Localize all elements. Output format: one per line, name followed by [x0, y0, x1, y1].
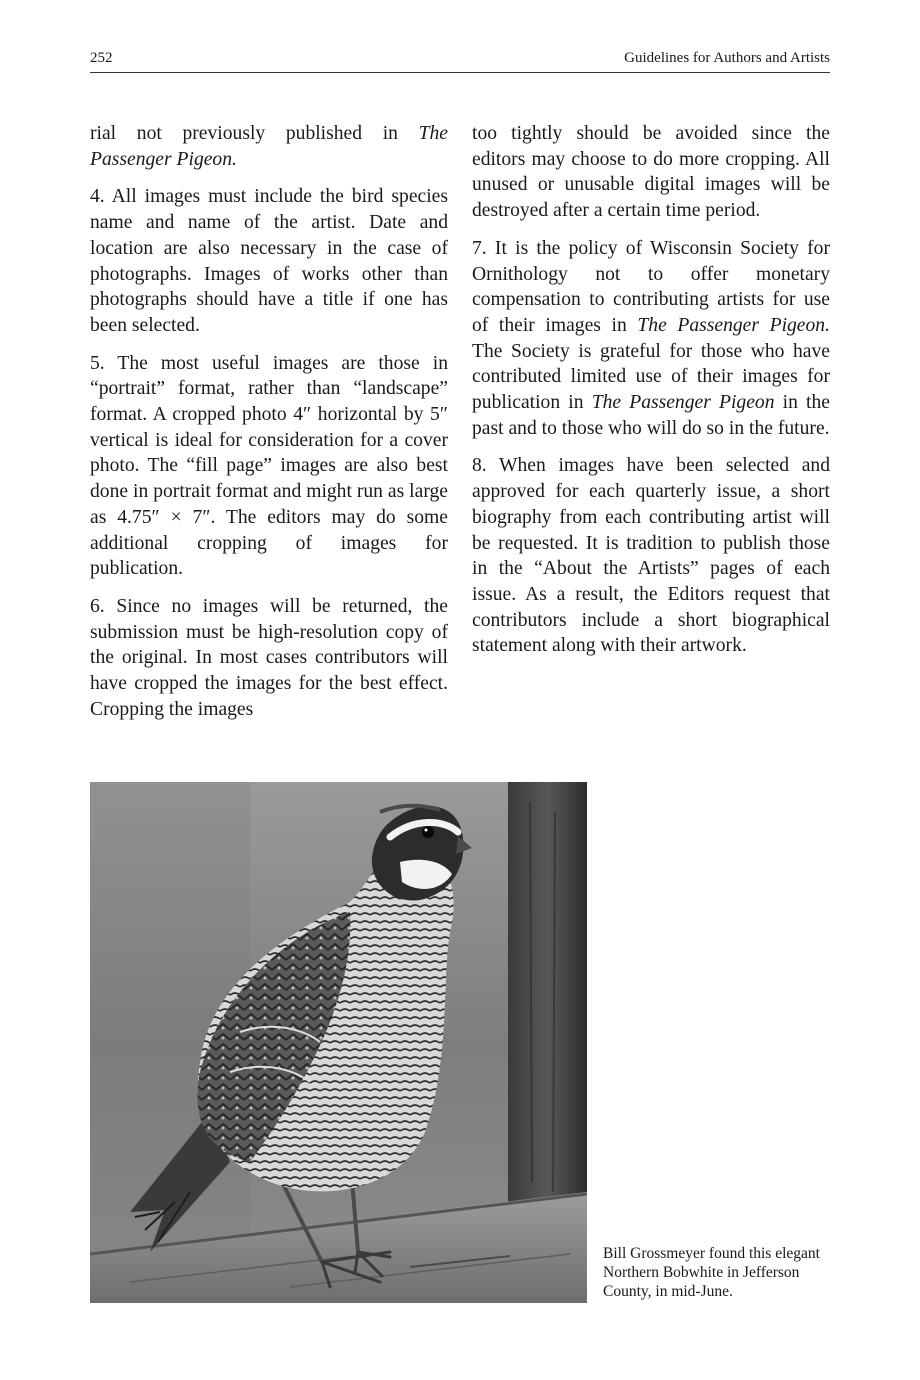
photo-caption: Bill Grossmeyer found this elegant Northern Bobwhite in Jefferson County, in mid-June.	[603, 1245, 820, 1300]
northern-bobwhite-photo-icon	[90, 782, 587, 1303]
paragraph-5: 5. The most useful images are those in “portrait” format, rather than “landscape” format. A cropped photo 4″ horizontal by 5″ vertical is ideal for consideration for a cover photo. The “fill page” images are also best done in portrait format and might run as large as 4.75″ × 7″. The editors may do some additional cropping of images for publication.	[90, 352, 448, 580]
journal-title: The Passenger Pigeon.	[637, 314, 830, 336]
page-number: 252	[90, 50, 113, 66]
paragraph-7: 7. It is the policy of Wisconsin Society for Ornithology not to offer monetary compensation to contributing artists for use of their images in The Passenger Pigeon. The Society is grateful for those who have contributed limited use of their images for publication in The Passenger Pigeon in the past and to those who will do so in the future.	[472, 237, 830, 439]
journal-title: The Passenger Pigeon	[591, 392, 775, 414]
bobwhite-photo	[90, 782, 587, 1303]
paragraph-6: 6. Since no images will be returned, the submission must be high-resolution copy of the original. In most cases contributors will have cropped the images for the best effect. Cropping the images	[90, 595, 448, 720]
paragraph-8: 8. When images have been selected and approved for each quarterly issue, a short biography from each contributing artist will be requested. It is tradition to publish those in the “About the Artists” pages of each issue. As a result, the Editors request that contributors include a short biographical statement along with their artwork.	[472, 455, 830, 657]
left-column	[90, 121, 448, 734]
running-header	[90, 48, 830, 73]
paragraph-4: 4. All images must include the bird species name and name of the artist. Date and location are also necessary in the case of photographs. Images of works other than photographs should have a title if one has been selected.	[90, 186, 448, 336]
paragraph-6-continued: too tightly should be avoided since the editors may choose to do more cropping. All unused or unusable digital images will be destroyed after a certain time period.	[472, 123, 830, 222]
journal-title: The Passenger Pigeon.	[90, 123, 448, 170]
paragraph-continued: rial not previously published in The Passenger Pigeon.	[90, 123, 448, 170]
running-title: Guidelines for Authors and Artists	[624, 50, 830, 66]
right-column	[472, 121, 830, 671]
